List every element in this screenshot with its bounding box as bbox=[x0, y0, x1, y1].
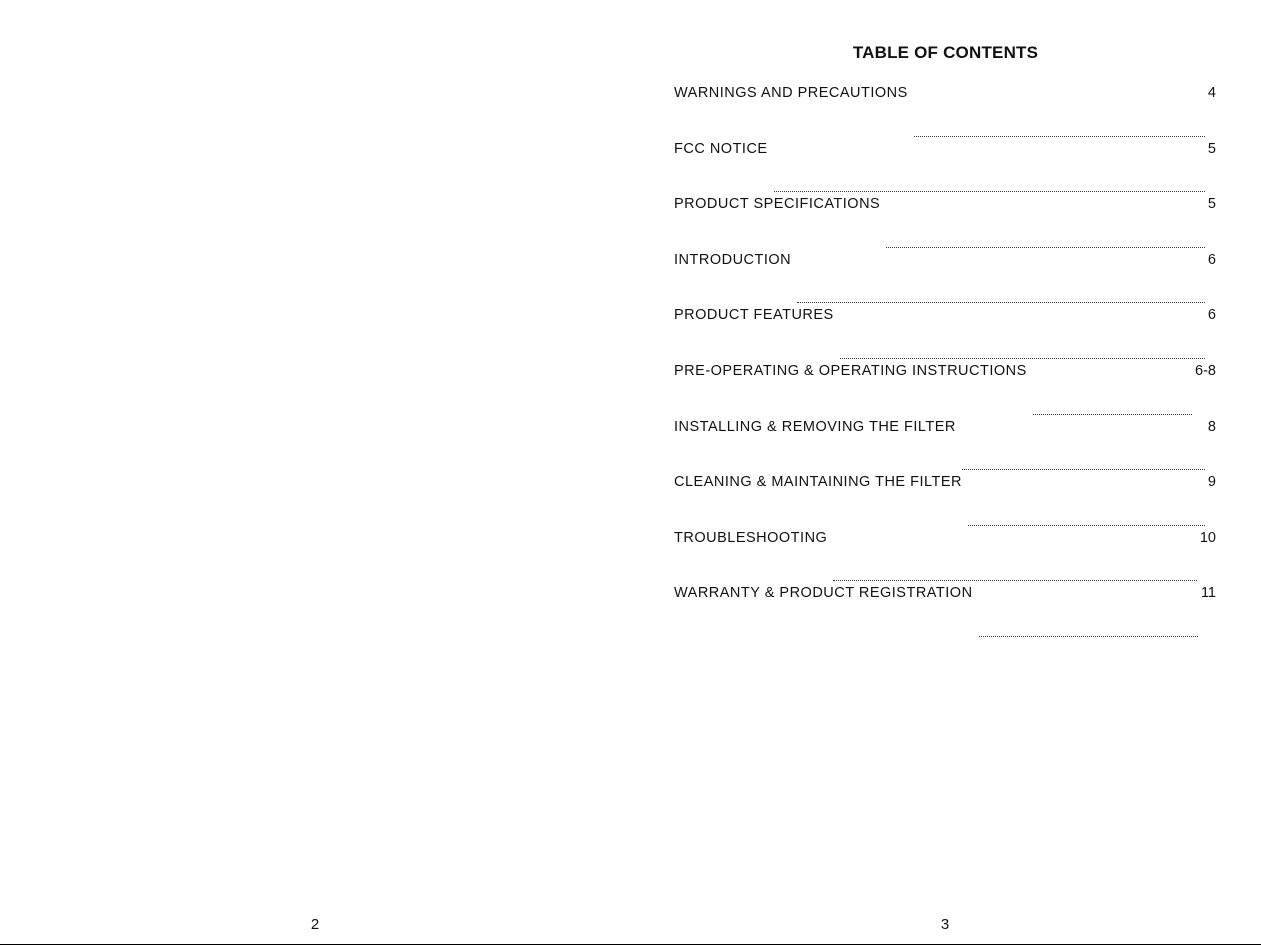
toc-title: TABLE OF CONTENTS bbox=[852, 43, 1039, 62]
toc-entry bbox=[674, 252, 1216, 308]
toc-entry-page: 6 bbox=[1207, 251, 1216, 268]
toc-entry-label: INSTALLING & REMOVING THE FILTER bbox=[674, 418, 956, 435]
right-page bbox=[630, 0, 1261, 944]
toc-entry-label: FCC NOTICE bbox=[674, 140, 768, 157]
dot-leader bbox=[979, 635, 1198, 637]
toc-entry-label: PRODUCT SPECIFICATIONS bbox=[674, 196, 881, 213]
toc-entry-label: CLEANING & MAINTAINING THE FILTER bbox=[674, 474, 963, 491]
bottom-rule bbox=[0, 944, 1261, 945]
page-number-right: 3 bbox=[940, 916, 950, 933]
dot-leader bbox=[840, 357, 1205, 359]
toc-entry-label: WARRANTY & PRODUCT REGISTRATION bbox=[674, 585, 973, 602]
toc-entry-label: PRE-OPERATING & OPERATING INSTRUCTIONS bbox=[674, 362, 1027, 379]
toc-entry-page: 5 bbox=[1207, 196, 1216, 213]
toc-entry-page: 8 bbox=[1207, 418, 1216, 435]
dot-leader bbox=[968, 524, 1205, 526]
dot-leader bbox=[962, 468, 1205, 470]
toc-entry-page: 11 bbox=[1200, 585, 1216, 602]
dot-leader bbox=[797, 301, 1205, 303]
toc-entry bbox=[674, 474, 1216, 530]
dot-leader bbox=[1033, 413, 1192, 415]
dot-leader bbox=[914, 135, 1205, 137]
toc-list bbox=[674, 85, 1216, 641]
toc-entry-page: 4 bbox=[1207, 85, 1216, 101]
toc-entry-page: 10 bbox=[1199, 529, 1216, 546]
toc-entry bbox=[674, 196, 1216, 252]
toc-entry bbox=[674, 530, 1216, 586]
toc-entry-page: 5 bbox=[1207, 140, 1216, 157]
toc-entry bbox=[674, 363, 1216, 419]
toc-entry bbox=[674, 141, 1216, 197]
dot-leader bbox=[774, 190, 1205, 192]
toc-entry-page: 9 bbox=[1207, 474, 1216, 491]
toc-entry-label: TROUBLESHOOTING bbox=[674, 529, 828, 546]
left-page bbox=[0, 0, 630, 944]
toc-entry bbox=[674, 585, 1216, 641]
dot-leader bbox=[886, 246, 1205, 248]
toc-entry-page: 6 bbox=[1207, 307, 1216, 324]
toc-entry bbox=[674, 307, 1216, 363]
toc-entry-page: 6-8 bbox=[1195, 362, 1216, 379]
toc-entry-label: PRODUCT FEATURES bbox=[674, 307, 834, 324]
toc-entry-label: INTRODUCTION bbox=[674, 251, 792, 268]
page-number-left: 2 bbox=[310, 916, 320, 933]
dot-leader bbox=[833, 579, 1197, 581]
toc-entry bbox=[674, 419, 1216, 475]
toc-entry bbox=[674, 85, 1216, 141]
toc-entry-label: WARNINGS AND PRECAUTIONS bbox=[674, 85, 908, 101]
